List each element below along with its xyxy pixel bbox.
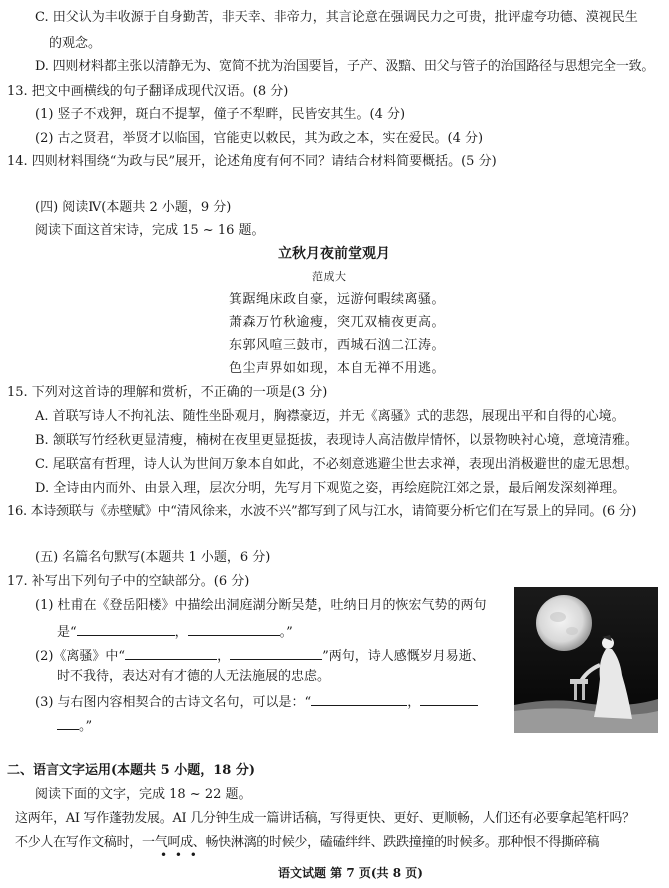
passage-line-1: 这两年，AI 写作蓬勃发展。AI 几分钟生成一篇讲话稿，写得更快、更好、更顺畅，人们还有必要拿起笔杆吗？	[15, 811, 635, 826]
question-15-option-d: D. 全诗由内而外、由景入理，层次分明，先写月下观览之姿，再绘庭院江郊之景，最后阐发深刻禅理。	[35, 481, 626, 496]
question-15-option-a: A. 首联写诗人不拘礼法、随性坐卧观月，胸襟豪迈，并无《离骚》式的悲怨，展现出平和自得的心境。	[35, 409, 625, 424]
question-13-part-1: (1) 竖子不戏狎，斑白不提挈，僮子不犁畔，民皆安其生。(4 分)	[35, 107, 406, 122]
question-17-part-1-prompt: (1) 杜甫在《登岳阳楼》中描绘出洞庭湖分断吴楚，吐纳日月的恢宏气势的两句	[35, 598, 487, 613]
question-14: 14. 四则材料围绕“为政与民”展开，论述角度有何不同？请结合材料简要概括。(5 分)	[7, 154, 497, 169]
section-2-heading: 二、语言文字运用(本题共 5 小题，18 分)	[7, 763, 256, 778]
answer-blank[interactable]	[125, 645, 217, 660]
question-15-option-b: B. 颔联写竹经秋更显清瘦，楠树在夜里更显挺拔，表现诗人高洁傲岸情怀，以景物映衬心境，意境清雅。	[35, 433, 638, 448]
section-dictation-heading: (五) 名篇名句默写(本题共 1 小题，6 分)	[35, 550, 271, 565]
question-17-part-3-continued: 。”	[57, 715, 92, 733]
answer-blank[interactable]	[57, 715, 79, 730]
poem-line-1: 箕踞绳床政自豪，远游何暇续离骚。	[229, 292, 446, 307]
moon-scholar-svg	[514, 587, 658, 733]
question-17-part-1-answer: 是“ ， 。”	[57, 621, 293, 639]
answer-blank[interactable]	[188, 621, 280, 636]
option-d-line: D. 四则材料都主张以清静无为、宽简不扰为治国要旨，子产、汲黯、田父与管子的治国路径与思想完全一致。	[35, 59, 655, 74]
passage-line-2: 不少人在写作文稿时，一气呵成、畅快淋漓的时候少，磕磕绊绊、跌跌撞撞的时候多。那种恨不得撕碎稿	[15, 835, 600, 850]
reading-4-instruction: 阅读下面这首宋诗，完成 15 ~ 16 题。	[35, 223, 265, 238]
page-footer: 语文试题 第 7 页(共 8 页)	[278, 866, 423, 880]
poem-line-3: 东郭风喧三鼓市，西城石汹二江涛。	[229, 338, 446, 353]
option-c-line-2: 的观念。	[49, 36, 102, 51]
poem-line-2: 萧森万竹秋逾瘦，突兀双楠夜更高。	[229, 315, 446, 330]
question-17-part-2-continued: 时不我待，表达对有才德的人无法施展的忠虑。	[57, 669, 331, 684]
answer-blank[interactable]	[77, 621, 175, 636]
question-15-option-c: C. 尾联富有哲理，诗人认为世间万象本自如此，不必刻意逃避尘世去求禅，表现出消极避世的虚无思想。	[35, 457, 638, 472]
question-15: 15. 下列对这首诗的理解和赏析，不正确的一项是(3 分)	[7, 385, 328, 400]
poem-author: 范成大	[312, 270, 347, 283]
moon-icon	[536, 595, 592, 651]
poem-line-4: 色尘声界如如现，本自无禅不用逃。	[229, 361, 446, 376]
question-17-part-3: (3) 与右图内容相契合的古诗文名句，可以是：“ ，	[35, 691, 478, 709]
answer-blank[interactable]	[311, 691, 407, 706]
question-13: 13. 把文中画横线的句子翻译成现代汉语。(8 分)	[7, 84, 289, 99]
question-16: 16. 本诗颈联与《赤壁赋》中“清风徐来，水波不兴”都写到了风与江水，请简要分析它们在写景上的异同。(6 分)	[7, 504, 637, 519]
poem-title: 立秋月夜前堂观月	[278, 246, 390, 262]
section-reading-4-heading: (四) 阅读Ⅳ(本题共 2 小题，9 分)	[35, 200, 232, 215]
moon-scholar-illustration	[514, 587, 658, 733]
table-shape	[570, 679, 588, 684]
question-17: 17. 补写出下列句子中的空缺部分。(6 分)	[7, 574, 250, 589]
section-2-instruction: 阅读下面的文字，完成 18 ~ 22 题。	[35, 787, 252, 802]
answer-blank[interactable]	[420, 691, 478, 706]
answer-blank[interactable]	[230, 645, 322, 660]
question-13-part-2: (2) 古之贤君，举贤才以临国，官能吏以敕民，其为政之本，实在爱民。(4 分)	[35, 131, 484, 146]
question-17-part-2: (2)《离骚》中“ ， ”两句，诗人感慨岁月易逝、	[35, 645, 485, 663]
emphasis-dots: • • •	[160, 848, 199, 862]
option-c-line-1: C. 田父认为丰收源于自身勤苦，非天幸、非帝力，其言论意在强调民力之可贵，批评虚夸功德、漠视民生	[35, 10, 638, 25]
